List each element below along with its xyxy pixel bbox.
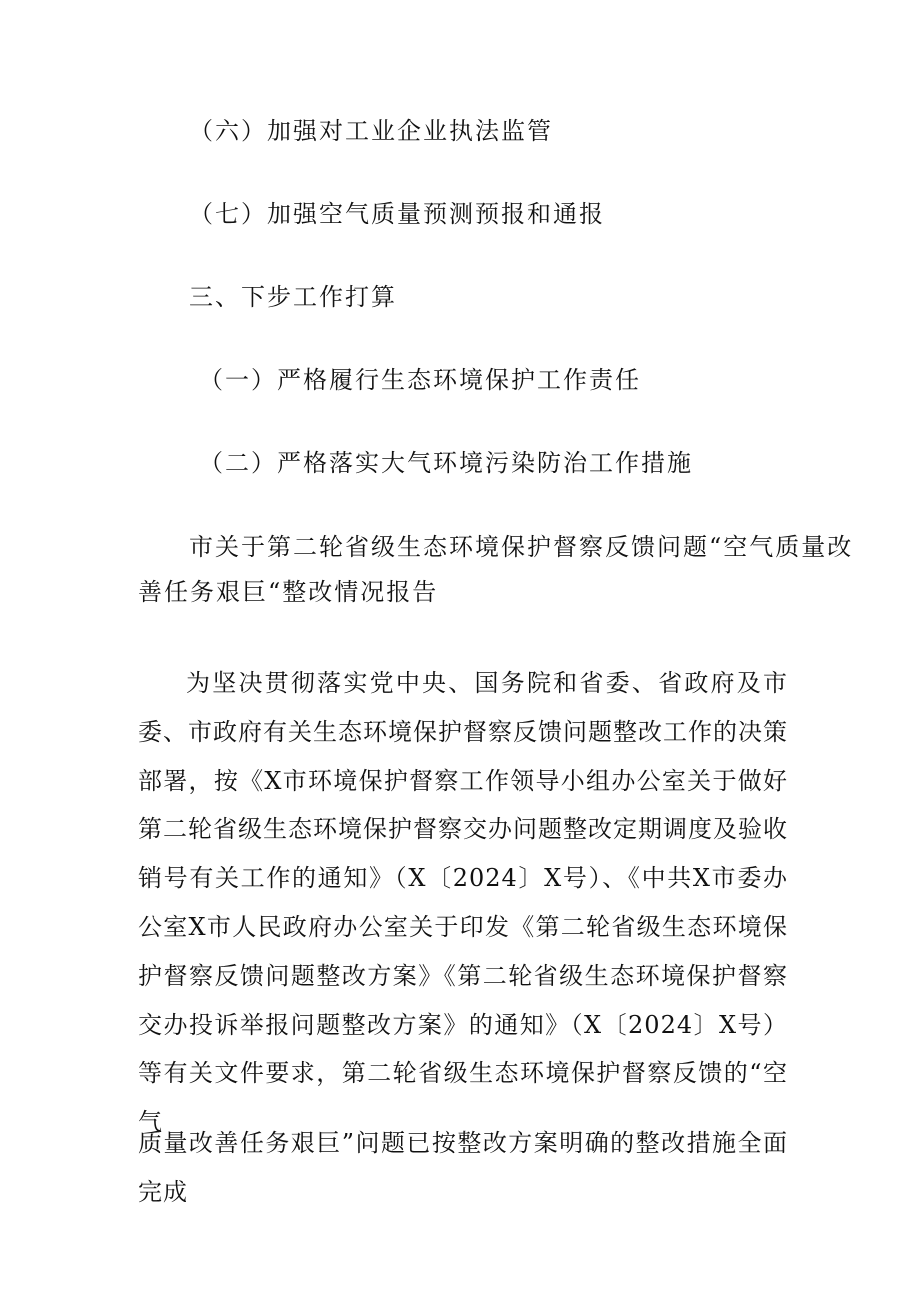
body-paragraph-1: [138, 659, 788, 1147]
body-paragraph-2: [138, 1119, 788, 1217]
list-item-seven: （七）加强空气质量预测预报和通报: [189, 200, 605, 228]
list-item-six: （六）加强对工业企业执法监管: [189, 117, 553, 145]
body-paragraph-2-text: 质量改善任务艰巨”问题已按整改方案明确的整改措施全面完成: [138, 1129, 788, 1206]
section-heading-three: 三、下步工作打算: [189, 283, 397, 311]
body-paragraph-1-text: 为坚决贯彻落实党中央、国务院和省委、省政府及市委、市政府有关生态环境保护督察反馈问题整改工作的决策部署，按《X市环境保护督察工作领导小组办公室关于做好第二轮省级生态环境保护督察交办问题整改定期调度及验收销号有关工作的通知》（X〔2024〕X号）、《中共X市委办公室X市人民政府办公室关于印发《第二轮省级生态环境保护督察反馈问题整改方案》《第二轮省级生态环境保护督察交办投诉举报问题整改方案》的通知》（X〔2024〕X号）等有关文件要求，第二轮省级生态环境保护督察反馈的“空气: [138, 669, 788, 1137]
report-title-line-1: 市关于第二轮省级生态环境保护督察反馈问题“空气质量改: [189, 533, 854, 561]
report-title-line-2: 善任务艰巨“整改情况报告: [138, 578, 439, 606]
sub-item-one: （一）严格履行生态环境保护工作责任: [199, 366, 641, 394]
sub-item-two: （二）严格落实大气环境污染防治工作措施: [199, 449, 693, 477]
